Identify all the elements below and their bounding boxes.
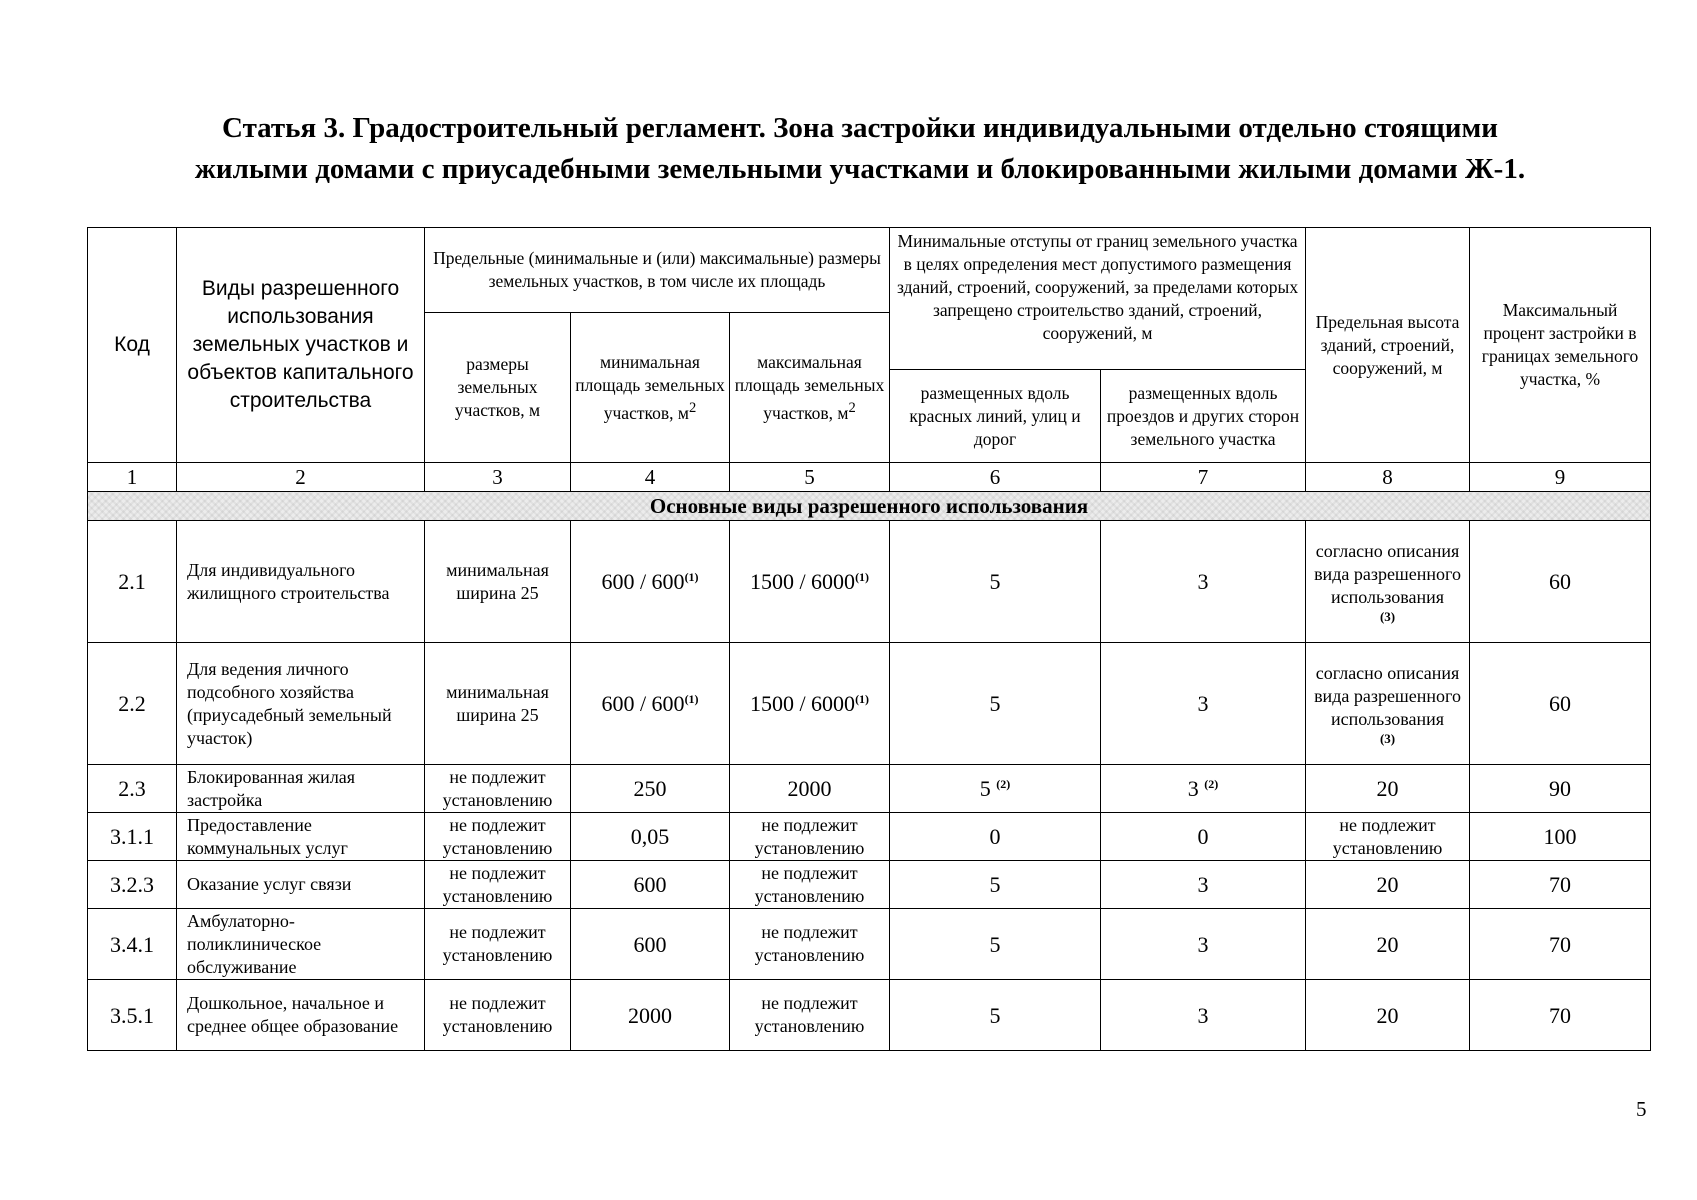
row-setback-red: 0 <box>890 813 1101 861</box>
header-min-area-text: минимальная площадь земельных участков, м <box>575 351 725 423</box>
row-usage-name: Амбулаторно-поликлиническое обслуживание <box>177 909 425 980</box>
row-height <box>1306 643 1470 765</box>
row-usage-name: Блокированная жилая застройка <box>177 765 425 813</box>
column-number: 3 <box>425 463 571 492</box>
row-setback-other: 3 <box>1101 909 1306 980</box>
row-setback-red: 5 <box>890 521 1101 643</box>
table-row <box>88 813 1651 861</box>
row-usage-name: Предоставление коммунальных услуг <box>177 813 425 861</box>
row-percent: 100 <box>1470 813 1651 861</box>
row-min-area: 600 <box>571 909 730 980</box>
row-size: не подлежит установлению <box>425 813 571 861</box>
table-row <box>88 909 1651 980</box>
row-percent: 60 <box>1470 521 1651 643</box>
header-setbacks-group: Минимальные отступы от границ земельного участка в целях определения мест допустимого размещения зданий, строений, сооружений, за пределами которых запрещено строительство зданий, строений, сооружений, м <box>890 228 1306 370</box>
row-usage-name: Для ведения личного подсобного хозяйства (приусадебный земельный участок) <box>177 643 425 765</box>
header-code: Код <box>88 228 177 463</box>
header-size: размеры земельных участков, м <box>425 313 571 463</box>
row-size: не подлежит установлению <box>425 861 571 909</box>
header-setback-red: размещенных вдоль красных линий, улиц и дорог <box>890 370 1101 463</box>
row-size: минимальная ширина 25 <box>425 643 571 765</box>
row-setback-other: 3 <box>1101 861 1306 909</box>
row-max-area-value: 1500 / 6000 <box>749 569 856 594</box>
row-setback-other-value: 3 <box>1187 776 1199 801</box>
table-row <box>88 765 1651 813</box>
footnote-marker: (1) <box>684 570 699 584</box>
header-max-area-sup: 2 <box>848 399 856 416</box>
page-number: 5 <box>1636 1097 1647 1121</box>
row-code: 3.4.1 <box>88 909 177 980</box>
table-row <box>88 643 1651 765</box>
row-max-area: не подлежит установлению <box>730 861 890 909</box>
table-row <box>88 861 1651 909</box>
row-max-area: не подлежит установлению <box>730 813 890 861</box>
table-row <box>88 980 1651 1051</box>
row-min-area: 250 <box>571 765 730 813</box>
row-setback-red: 5 <box>890 861 1101 909</box>
column-number: 8 <box>1306 463 1470 492</box>
column-number-row <box>88 463 1651 492</box>
row-setback-red: 5 <box>890 643 1101 765</box>
footnote-marker: (1) <box>684 692 699 706</box>
row-usage-name: Оказание услуг связи <box>177 861 425 909</box>
row-height-value: согласно описания вида разрешенного использования <box>1314 540 1461 607</box>
header-setback-other: размещенных вдоль проездов и других сторон земельного участка <box>1101 370 1306 463</box>
row-height: 20 <box>1306 765 1470 813</box>
row-min-area-value: 600 / 600 <box>601 691 685 716</box>
row-code: 3.5.1 <box>88 980 177 1051</box>
header-row-1 <box>88 228 1651 313</box>
row-setback-red: 5 <box>890 980 1101 1051</box>
header-max-percent: Максимальный процент застройки в границах земельного участка, % <box>1470 228 1651 463</box>
column-number: 7 <box>1101 463 1306 492</box>
header-usage: Виды разрешенного использования земельных участков и объектов капитального строительства <box>177 228 425 463</box>
row-code: 2.2 <box>88 643 177 765</box>
row-percent: 90 <box>1470 765 1651 813</box>
row-height <box>1306 521 1470 643</box>
row-code: 3.2.3 <box>88 861 177 909</box>
footnote-marker: (3) <box>1379 730 1396 746</box>
row-code: 2.3 <box>88 765 177 813</box>
row-code: 2.1 <box>88 521 177 643</box>
row-setback-other: 0 <box>1101 813 1306 861</box>
header-max-area <box>730 313 890 463</box>
section-title: Основные виды разрешенного использования <box>88 492 1651 521</box>
row-setback-other: 3 <box>1101 521 1306 643</box>
footnote-marker: (1) <box>855 570 870 584</box>
row-percent: 70 <box>1470 861 1651 909</box>
header-min-area <box>571 313 730 463</box>
row-code: 3.1.1 <box>88 813 177 861</box>
header-min-area-sup: 2 <box>688 399 697 416</box>
row-height: 20 <box>1306 861 1470 909</box>
row-percent: 70 <box>1470 909 1651 980</box>
row-max-area <box>730 521 890 643</box>
row-setback-red <box>890 765 1101 813</box>
row-setback-red-value: 5 <box>979 776 991 801</box>
header-height: Предельная высота зданий, строений, сооружений, м <box>1306 228 1470 463</box>
row-max-area: 2000 <box>730 765 890 813</box>
row-setback-other <box>1101 765 1306 813</box>
footnote-marker: (1) <box>855 692 870 706</box>
row-min-area: 600 <box>571 861 730 909</box>
row-setback-other: 3 <box>1101 643 1306 765</box>
row-max-area: не подлежит установлению <box>730 980 890 1051</box>
row-min-area <box>571 643 730 765</box>
title-line-1: Статья 3. Градостроительный регламент. Зона застройки индивидуальными отдельно стоящими <box>222 112 1498 144</box>
row-min-area-value: 600 / 600 <box>601 569 685 594</box>
row-percent: 60 <box>1470 643 1651 765</box>
row-height: не подлежит установлению <box>1306 813 1470 861</box>
row-size: минимальная ширина 25 <box>425 521 571 643</box>
row-max-area <box>730 643 890 765</box>
table-row <box>88 521 1651 643</box>
row-setback-other: 3 <box>1101 980 1306 1051</box>
column-number: 5 <box>730 463 890 492</box>
row-height: 20 <box>1306 909 1470 980</box>
row-height-value: согласно описания вида разрешенного использования <box>1314 662 1461 729</box>
footnote-marker: (2) <box>996 777 1011 791</box>
row-max-area: не подлежит установлению <box>730 909 890 980</box>
row-usage-name: Для индивидуального жилищного строительства <box>177 521 425 643</box>
row-size: не подлежит установлению <box>425 980 571 1051</box>
page-title <box>80 108 1640 190</box>
column-number: 1 <box>88 463 177 492</box>
column-number: 9 <box>1470 463 1651 492</box>
footnote-marker: (3) <box>1379 608 1396 624</box>
row-max-area-value: 1500 / 6000 <box>749 691 856 716</box>
header-max-area-text: максимальная площадь земельных участков, м <box>734 351 885 423</box>
section-row <box>88 492 1651 521</box>
row-min-area: 2000 <box>571 980 730 1051</box>
row-usage-name: Дошкольное, начальное и среднее общее образование <box>177 980 425 1051</box>
row-size: не подлежит установлению <box>425 909 571 980</box>
row-min-area: 0,05 <box>571 813 730 861</box>
regulation-table <box>87 227 1651 1051</box>
row-setback-red: 5 <box>890 909 1101 980</box>
column-number: 6 <box>890 463 1101 492</box>
row-min-area <box>571 521 730 643</box>
row-size: не подлежит установлению <box>425 765 571 813</box>
row-percent: 70 <box>1470 980 1651 1051</box>
title-line-2: жилыми домами с приусадебными земельными участками и блокированными жилыми домами Ж-1. <box>194 153 1526 185</box>
column-number: 2 <box>177 463 425 492</box>
column-number: 4 <box>571 463 730 492</box>
header-sizes-group: Предельные (минимальные и (или) максимальные) размеры земельных участков, в том числе их площадь <box>425 228 890 313</box>
footnote-marker: (2) <box>1204 777 1219 791</box>
row-height: 20 <box>1306 980 1470 1051</box>
